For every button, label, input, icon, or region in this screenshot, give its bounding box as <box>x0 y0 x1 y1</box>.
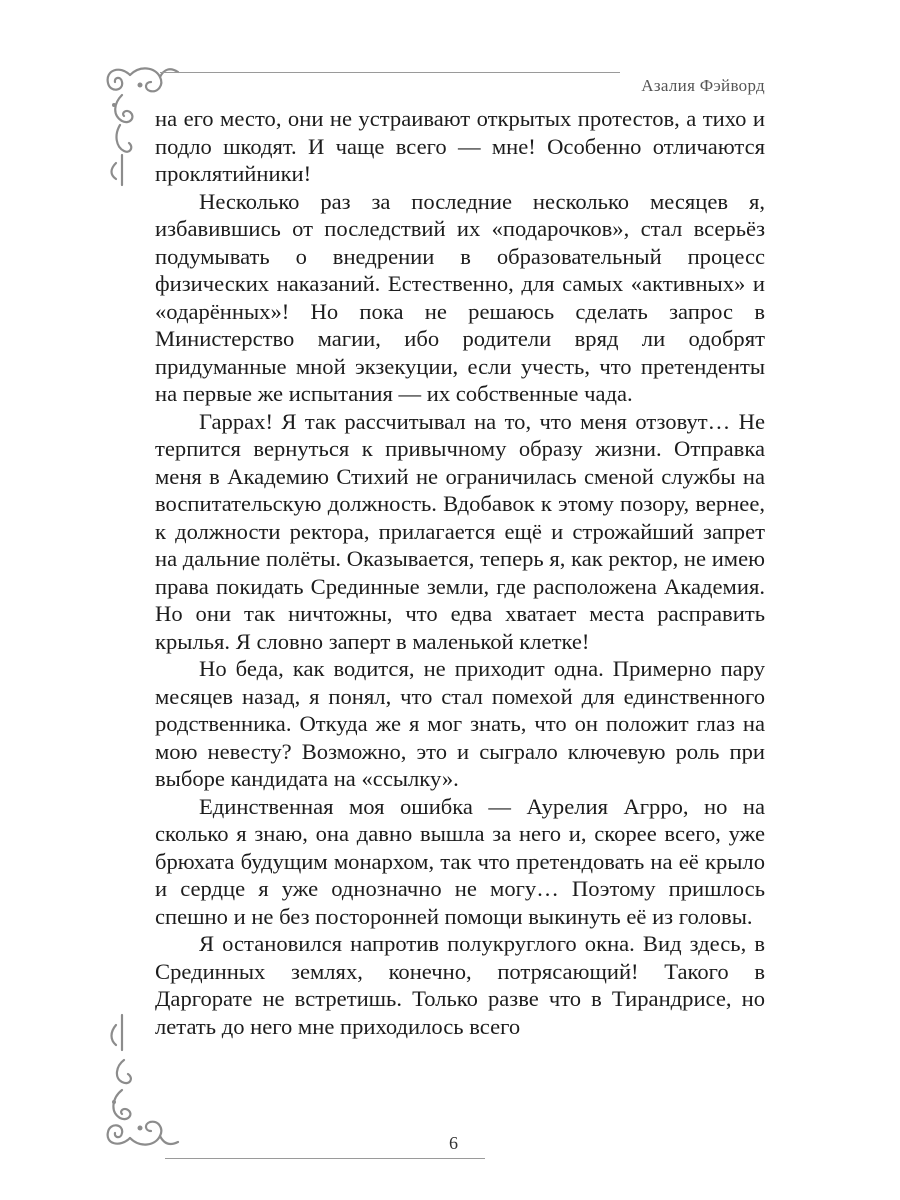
running-head-author: Азалия Фэйворд <box>641 76 765 95</box>
body-text <box>155 105 765 1040</box>
page-number: 6 <box>449 1133 458 1153</box>
bottom-corner-ornament <box>100 1010 200 1160</box>
paragraph: Единственная моя ошибка — Аурелия Агрро, но на сколько я знаю, она давно вышла за него и, скорее всего, уже брюхата будущим монархом, так что претендовать на её крыло и сердце я уже однозначно не могу… Поэтому пришлось спешно и не без посторонней помощи выкинуть её из головы. <box>155 793 765 929</box>
paragraph: Я остановился напротив полукруглого окна. Вид здесь, в Срединных землях, конечно, потрясающий! Такого в Даргорате не встретишь. Только разве что в Тирандрисе, но летать до него мне приходилось всего <box>155 931 765 1039</box>
footer-rule <box>165 1158 485 1159</box>
paragraph: Но беда, как водится, не приходит одна. Примерно пару месяцев назад, я понял, что стал помехой для единственного родственника. Откуда же я мог знать, что он положит глаз на мою невесту? Возможно, это и сыграло ключевую роль при выборе кандидата на «ссылку». <box>155 656 765 791</box>
paragraph: Несколько раз за последние несколько месяцев я, избавившись от последствий их «подарочков», стал всерьёз подумывать о внедрении в образовательный процесс физических наказаний. Естественно, для самых «активных» и «одарённых»! Но пока не решаюсь сделать запрос в Министерство магии, ибо родители вряд ли одобрят придуманные мной экзекуции, если учесть, что претенденты на первые же испытания — их собственные чада. <box>155 188 765 406</box>
header-rule <box>160 72 620 73</box>
paragraph: на его место, они не устраивают открытых протестов, а тихо и подло шкодят. И чаще всего — мне! Особенно отличаются проклятийники! <box>155 106 765 186</box>
paragraph: Гаррах! Я так рассчитывал на то, что меня отзовут… Не терпится вернуться к привычному образу жизни. Отправка меня в Академию Стихий не ограничилась сменой службы на воспитательскую должность. Вдобавок к этому позору, вернее, к должности ректора, прилагается ещё и строжайший запрет на дальние полёты. Оказывается, теперь я, как ректор, не имею права покидать Срединные земли, где расположена Академия. Но они так ничтожны, что едва хватает места расправить крылья. Я словно заперт в маленькой клетке! <box>155 408 765 654</box>
